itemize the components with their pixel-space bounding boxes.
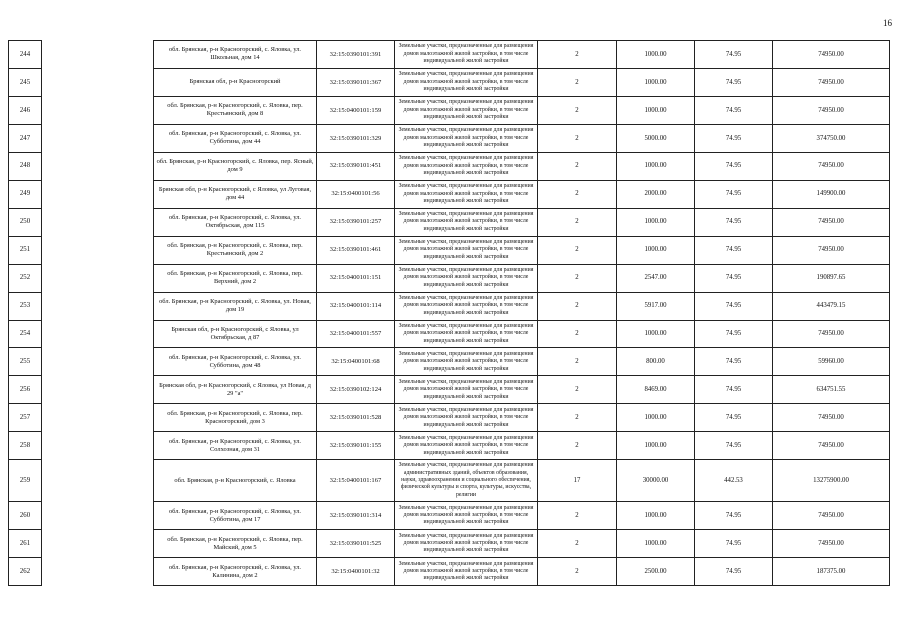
table-row xyxy=(9,502,890,530)
blank-cell xyxy=(42,502,154,530)
table-row xyxy=(9,180,890,208)
cadastral-number-cell: 32:15:0400101:32 xyxy=(317,558,395,586)
area-cell: 8469.00 xyxy=(617,376,695,404)
group-cell: 2 xyxy=(538,208,617,236)
rate-cell: 442.53 xyxy=(695,460,773,502)
table-row xyxy=(9,68,890,96)
address-cell: обл. Брянская, р-н Красногорский, с. Яловка, ул. Калинина, дом 2 xyxy=(154,558,317,586)
blank-cell xyxy=(42,558,154,586)
rate-cell: 74.95 xyxy=(695,124,773,152)
blank-cell xyxy=(42,264,154,292)
row-number: 251 xyxy=(9,236,42,264)
land-use-cell: Земельные участки, предназначенные для размещения домов малоэтажной жилой застройки, в том числе индивидуальной жилой застройки xyxy=(395,348,538,376)
address-cell: обл. Брянская, р-н Красногорский, с. Яловка, ул. Школьная, дом 14 xyxy=(154,41,317,69)
table-row xyxy=(9,208,890,236)
land-use-cell: Земельные участки, предназначенные для размещения домов малоэтажной жилой застройки, в том числе индивидуальной жилой застройки xyxy=(395,208,538,236)
blank-cell xyxy=(42,152,154,180)
address-cell: обл. Брянская, р-н Красногорский, с. Яловка, ул. Октябрьская, дом 115 xyxy=(154,208,317,236)
rate-cell: 74.95 xyxy=(695,376,773,404)
land-use-cell: Земельные участки, предназначенные для размещения домов малоэтажной жилой застройки, в том числе индивидуальной жилой застройки xyxy=(395,292,538,320)
cadastral-number-cell: 32:15:0390101:155 xyxy=(317,432,395,460)
group-cell: 2 xyxy=(538,96,617,124)
value-cell: 74950.00 xyxy=(773,530,890,558)
value-cell: 74950.00 xyxy=(773,236,890,264)
rate-cell: 74.95 xyxy=(695,558,773,586)
blank-cell xyxy=(42,41,154,69)
rate-cell: 74.95 xyxy=(695,320,773,348)
value-cell: 190897.65 xyxy=(773,264,890,292)
rate-cell: 74.95 xyxy=(695,152,773,180)
row-number: 261 xyxy=(9,530,42,558)
table-row xyxy=(9,41,890,69)
cadastral-number-cell: 32:15:0400101:151 xyxy=(317,264,395,292)
address-cell: Брянская обл, р-н Красногорский, с Яловка, ул Октябрьская, д 87 xyxy=(154,320,317,348)
row-number: 248 xyxy=(9,152,42,180)
area-cell: 1000.00 xyxy=(617,152,695,180)
table-row xyxy=(9,530,890,558)
group-cell: 2 xyxy=(538,558,617,586)
address-cell: обл. Брянская, р-н Красногорский, с. Яловка, пер. Красногорский, дом 3 xyxy=(154,404,317,432)
cadastral-number-cell: 32:15:0390101:525 xyxy=(317,530,395,558)
value-cell: 74950.00 xyxy=(773,404,890,432)
value-cell: 74950.00 xyxy=(773,432,890,460)
group-cell: 2 xyxy=(538,180,617,208)
rate-cell: 74.95 xyxy=(695,264,773,292)
cadastral-number-cell: 32:15:0390101:451 xyxy=(317,152,395,180)
value-cell: 59960.00 xyxy=(773,348,890,376)
area-cell: 1000.00 xyxy=(617,432,695,460)
row-number: 257 xyxy=(9,404,42,432)
rate-cell: 74.95 xyxy=(695,208,773,236)
blank-cell xyxy=(42,432,154,460)
group-cell: 2 xyxy=(538,124,617,152)
cadastral-number-cell: 32:15:0390101:257 xyxy=(317,208,395,236)
group-cell: 2 xyxy=(538,432,617,460)
cadastral-number-cell: 32:15:0390102:124 xyxy=(317,376,395,404)
land-use-cell: Земельные участки, предназначенные для размещения домов малоэтажной жилой застройки, в том числе индивидуальной жилой застройки xyxy=(395,152,538,180)
row-number: 253 xyxy=(9,292,42,320)
row-number: 255 xyxy=(9,348,42,376)
area-cell: 800.00 xyxy=(617,348,695,376)
cadastral-number-cell: 32:15:0400101:167 xyxy=(317,460,395,502)
land-use-cell: Земельные участки, предназначенные для размещения домов малоэтажной жилой застройки, в том числе индивидуальной жилой застройки xyxy=(395,124,538,152)
page-number: 16 xyxy=(883,18,892,28)
cadastral-number-cell: 32:15:0390101:329 xyxy=(317,124,395,152)
blank-cell xyxy=(42,404,154,432)
address-cell: обл. Брянская, р-н Красногорский, с. Яловка, ул. Солхозная, дом 31 xyxy=(154,432,317,460)
land-use-cell: Земельные участки, предназначенные для размещения домов малоэтажной жилой застройки, в том числе индивидуальной жилой застройки xyxy=(395,320,538,348)
rate-cell: 74.95 xyxy=(695,502,773,530)
blank-cell xyxy=(42,96,154,124)
blank-cell xyxy=(42,180,154,208)
group-cell: 2 xyxy=(538,41,617,69)
group-cell: 2 xyxy=(538,376,617,404)
table-row xyxy=(9,236,890,264)
address-cell: обл. Брянская, р-н Красногорский, с. Яловка, ул. Субботина, дом 44 xyxy=(154,124,317,152)
row-number: 259 xyxy=(9,460,42,502)
area-cell: 2500.00 xyxy=(617,558,695,586)
cadastral-number-cell: 32:15:0390101:391 xyxy=(317,41,395,69)
address-cell: обл. Брянская, р-н Красногорский, с. Яловка, пер. Ясный, дом 9 xyxy=(154,152,317,180)
cadastral-number-cell: 32:15:0390101:461 xyxy=(317,236,395,264)
cadastral-number-cell: 32:15:0400101:56 xyxy=(317,180,395,208)
group-cell: 2 xyxy=(538,530,617,558)
table-row xyxy=(9,376,890,404)
address-cell: обл. Брянская, р-н Красногорский, с. Яловка, ул. Субботина, дом 48 xyxy=(154,348,317,376)
row-number: 247 xyxy=(9,124,42,152)
row-number: 246 xyxy=(9,96,42,124)
blank-cell xyxy=(42,124,154,152)
address-cell: обл. Брянская, р-н Красногорский, с. Яловка, пер. Крестьянский, дом 2 xyxy=(154,236,317,264)
land-use-cell: Земельные участки, предназначенные для размещения домов малоэтажной жилой застройки, в том числе индивидуальной жилой застройки xyxy=(395,376,538,404)
rate-cell: 74.95 xyxy=(695,348,773,376)
blank-cell xyxy=(42,320,154,348)
value-cell: 74950.00 xyxy=(773,41,890,69)
blank-cell xyxy=(42,530,154,558)
land-use-cell: Земельные участки, предназначенные для размещения домов малоэтажной жилой застройки, в том числе индивидуальной жилой застройки xyxy=(395,558,538,586)
rate-cell: 74.95 xyxy=(695,404,773,432)
address-cell: Брянская обл, р-н Красногорский, с Яловка, ул Луговая, дом 44 xyxy=(154,180,317,208)
area-cell: 1000.00 xyxy=(617,41,695,69)
row-number: 244 xyxy=(9,41,42,69)
group-cell: 2 xyxy=(538,292,617,320)
address-cell: Брянская обл, р-н Красногорский xyxy=(154,68,317,96)
row-number: 250 xyxy=(9,208,42,236)
area-cell: 5000.00 xyxy=(617,124,695,152)
table-row xyxy=(9,432,890,460)
row-number: 254 xyxy=(9,320,42,348)
address-cell: обл. Брянская, р-н Красногорский, с. Яловка, пер. Крестьянский, дом 8 xyxy=(154,96,317,124)
value-cell: 74950.00 xyxy=(773,68,890,96)
value-cell: 74950.00 xyxy=(773,152,890,180)
value-cell: 74950.00 xyxy=(773,96,890,124)
land-use-cell: Земельные участки, предназначенные для размещения домов малоэтажной жилой застройки, в том числе индивидуальной жилой застройки xyxy=(395,68,538,96)
cadastral-number-cell: 32:15:0400101:68 xyxy=(317,348,395,376)
table-row xyxy=(9,152,890,180)
row-number: 262 xyxy=(9,558,42,586)
area-cell: 5917.00 xyxy=(617,292,695,320)
table-row xyxy=(9,292,890,320)
land-use-cell: Земельные участки, предназначенные для размещения домов малоэтажной жилой застройки, в том числе индивидуальной жилой застройки xyxy=(395,432,538,460)
group-cell: 17 xyxy=(538,460,617,502)
value-cell: 13275900.00 xyxy=(773,460,890,502)
cadastral-number-cell: 32:15:0390101:367 xyxy=(317,68,395,96)
value-cell: 374750.00 xyxy=(773,124,890,152)
group-cell: 2 xyxy=(538,68,617,96)
blank-cell xyxy=(42,348,154,376)
area-cell: 1000.00 xyxy=(617,530,695,558)
group-cell: 2 xyxy=(538,264,617,292)
group-cell: 2 xyxy=(538,502,617,530)
blank-cell xyxy=(42,236,154,264)
group-cell: 2 xyxy=(538,348,617,376)
row-number: 256 xyxy=(9,376,42,404)
area-cell: 1000.00 xyxy=(617,236,695,264)
blank-cell xyxy=(42,460,154,502)
value-cell: 74950.00 xyxy=(773,208,890,236)
rate-cell: 74.95 xyxy=(695,68,773,96)
area-cell: 1000.00 xyxy=(617,96,695,124)
table-row xyxy=(9,96,890,124)
land-use-cell: Земельные участки, предназначенные для размещения домов малоэтажной жилой застройки, в том числе индивидуальной жилой застройки xyxy=(395,180,538,208)
land-use-cell: Земельные участки, предназначенные для размещения домов малоэтажной жилой застройки, в том числе индивидуальной жилой застройки xyxy=(395,41,538,69)
land-use-cell: Земельные участки, предназначенные для размещения домов малоэтажной жилой застройки, в том числе индивидуальной жилой застройки xyxy=(395,502,538,530)
area-cell: 1000.00 xyxy=(617,404,695,432)
area-cell: 1000.00 xyxy=(617,208,695,236)
row-number: 245 xyxy=(9,68,42,96)
row-number: 260 xyxy=(9,502,42,530)
table-row xyxy=(9,460,890,502)
row-number: 258 xyxy=(9,432,42,460)
area-cell: 2547.00 xyxy=(617,264,695,292)
blank-cell xyxy=(42,376,154,404)
land-use-cell: Земельные участки, предназначенные для размещения домов малоэтажной жилой застройки, в том числе индивидуальной жилой застройки xyxy=(395,236,538,264)
land-use-cell: Земельные участки, предназначенные для размещения домов малоэтажной жилой застройки, в том числе индивидуальной жилой застройки xyxy=(395,530,538,558)
cadastral-number-cell: 32:15:0400101:114 xyxy=(317,292,395,320)
value-cell: 74950.00 xyxy=(773,320,890,348)
blank-cell xyxy=(42,68,154,96)
area-cell: 30000.00 xyxy=(617,460,695,502)
area-cell: 1000.00 xyxy=(617,320,695,348)
rate-cell: 74.95 xyxy=(695,432,773,460)
land-use-cell: Земельные участки, предназначенные для размещения домов малоэтажной жилой застройки, в том числе индивидуальной жилой застройки xyxy=(395,404,538,432)
table-row xyxy=(9,404,890,432)
group-cell: 2 xyxy=(538,152,617,180)
rate-cell: 74.95 xyxy=(695,96,773,124)
blank-cell xyxy=(42,292,154,320)
rate-cell: 74.95 xyxy=(695,292,773,320)
cadastral-number-cell: 32:15:0390101:528 xyxy=(317,404,395,432)
address-cell: обл. Брянская, р-н Красногорский, с. Яловка, пер. Верхний, дом 2 xyxy=(154,264,317,292)
address-cell: Брянская обл, р-н Красногорский, с Яловка, ул Новая, д 29 "а" xyxy=(154,376,317,404)
area-cell: 1000.00 xyxy=(617,502,695,530)
row-number: 252 xyxy=(9,264,42,292)
table-row xyxy=(9,348,890,376)
address-cell: обл. Брянская, р-н Красногорский, с. Яловка, ул. Новая, дом 19 xyxy=(154,292,317,320)
rate-cell: 74.95 xyxy=(695,180,773,208)
value-cell: 443479.15 xyxy=(773,292,890,320)
area-cell: 1000.00 xyxy=(617,68,695,96)
table-row xyxy=(9,124,890,152)
value-cell: 149900.00 xyxy=(773,180,890,208)
address-cell: обл. Брянская, р-н Красногорский, с. Яловка, пер. Майский, дом 5 xyxy=(154,530,317,558)
cadastral-number-cell: 32:15:0400101:159 xyxy=(317,96,395,124)
blank-cell xyxy=(42,208,154,236)
land-use-cell: Земельные участки, предназначенные для размещения домов малоэтажной жилой застройки, в том числе индивидуальной жилой застройки xyxy=(395,264,538,292)
land-use-cell: Земельные участки, предназначенные для размещения административных зданий, объектов образования, науки, здравоохранения и социального обеспечения, физической культуры и спорта, культуры, искусства, религии xyxy=(395,460,538,502)
table-row xyxy=(9,264,890,292)
address-cell: обл. Брянская, р-н Красногорский, с. Яловка, ул. Субботина, дом 17 xyxy=(154,502,317,530)
address-cell: обл. Брянская, р-н Красногорский, с. Яловка xyxy=(154,460,317,502)
table-row xyxy=(9,320,890,348)
rate-cell: 74.95 xyxy=(695,530,773,558)
rate-cell: 74.95 xyxy=(695,236,773,264)
group-cell: 2 xyxy=(538,236,617,264)
cadastral-number-cell: 32:15:0400101:557 xyxy=(317,320,395,348)
value-cell: 187375.00 xyxy=(773,558,890,586)
value-cell: 74950.00 xyxy=(773,502,890,530)
area-cell: 2000.00 xyxy=(617,180,695,208)
table-row xyxy=(9,558,890,586)
cadastral-number-cell: 32:15:0390101:314 xyxy=(317,502,395,530)
row-number: 249 xyxy=(9,180,42,208)
land-use-cell: Земельные участки, предназначенные для размещения домов малоэтажной жилой застройки, в том числе индивидуальной жилой застройки xyxy=(395,96,538,124)
value-cell: 634751.55 xyxy=(773,376,890,404)
rate-cell: 74.95 xyxy=(695,41,773,69)
land-plots-table xyxy=(8,40,890,586)
group-cell: 2 xyxy=(538,404,617,432)
group-cell: 2 xyxy=(538,320,617,348)
